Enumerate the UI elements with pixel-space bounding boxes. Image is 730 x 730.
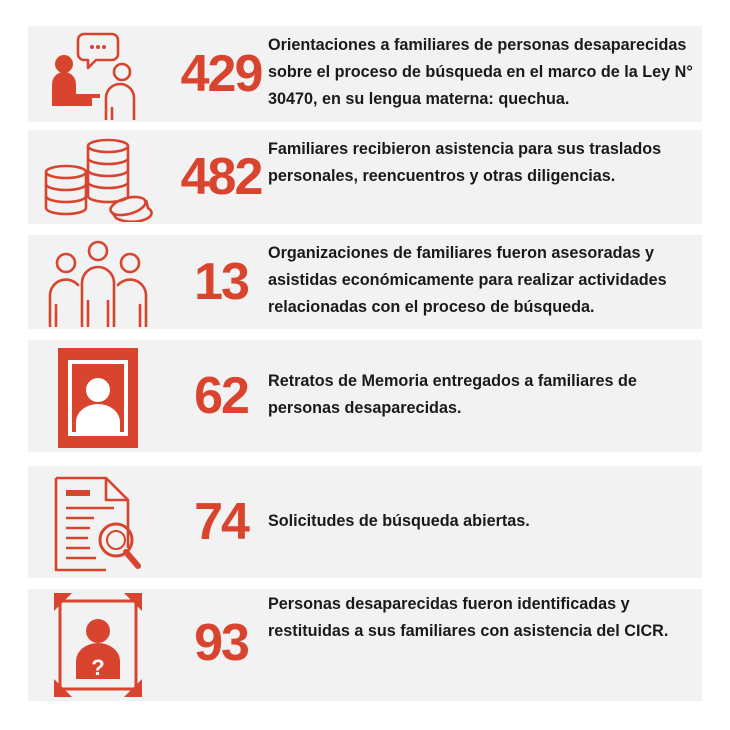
stat-number: 429	[180, 45, 262, 103]
coins-icon	[42, 132, 154, 222]
stat-description: Organizaciones de familiares fueron asesoradas y asistidas económicamente para realizar actividades relacionadas con el proceso de búsqueda.	[268, 244, 667, 316]
group-icon	[42, 239, 154, 327]
stat-row-solicitudes	[28, 466, 702, 578]
stat-description: Solicitudes de búsqueda abiertas.	[268, 512, 530, 530]
stat-description: Orientaciones a familiares de personas desaparecidas sobre el proceso de búsqueda en el marco de la Ley N° 30470, en su lengua materna: quechua.	[268, 36, 693, 108]
stat-number: 62	[194, 367, 248, 425]
document-search-icon	[42, 474, 154, 574]
stat-row-familiares-asistencia	[28, 130, 702, 224]
stat-row-organizaciones	[28, 235, 702, 329]
stat-number: 74	[194, 493, 248, 551]
stat-row-identificadas	[28, 589, 702, 701]
stat-row-retratos	[28, 340, 702, 452]
svg-text:?: ?	[91, 655, 105, 680]
stat-description: Personas desaparecidas fueron identificadas y restituidas a sus familiares con asistencia del CICR.	[268, 595, 669, 640]
stat-description: Familiares recibieron asistencia para sus traslados personales, reencuentros y otras diligencias.	[268, 140, 662, 185]
portrait-icon	[42, 348, 154, 448]
conversation-icon	[42, 28, 154, 120]
stat-description: Retratos de Memoria entregados a familiares de personas desaparecidas.	[268, 372, 637, 417]
stat-number: 13	[194, 253, 248, 311]
stat-number: 482	[180, 148, 262, 206]
missing-person-icon	[42, 593, 154, 697]
stat-number: 93	[194, 614, 248, 672]
stat-row-orientaciones	[28, 26, 702, 122]
